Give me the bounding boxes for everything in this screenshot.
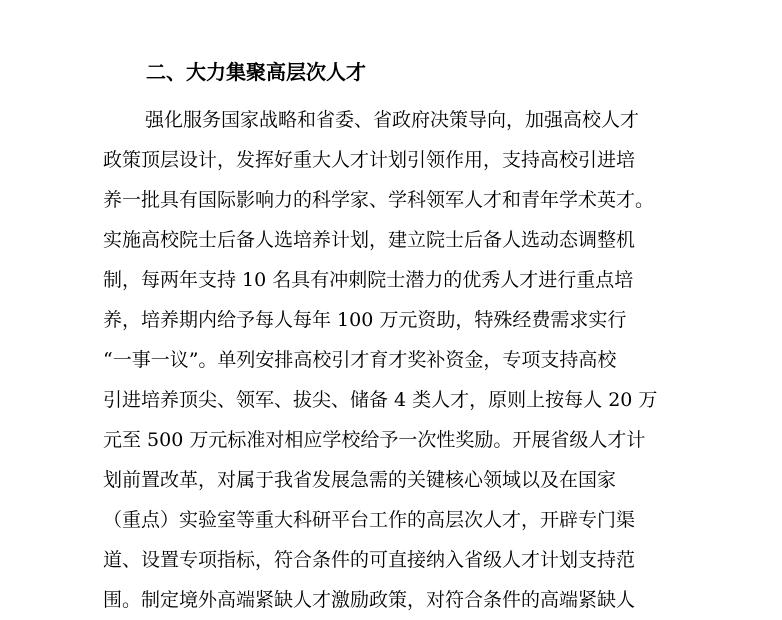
paragraph-line: 养，培养期内给予每人每年 100 万元资助，特殊经费需求实行: [103, 309, 627, 331]
section-heading: 二、大力集聚高层次人才: [146, 60, 366, 84]
paragraph-line: 制，每两年支持 10 名具有冲刺院士潜力的优秀人才进行重点培: [103, 269, 634, 291]
paragraph-line: 引进培养顶尖、领军、拔尖、储备 4 类人才，原则上按每人 20 万: [103, 389, 658, 411]
paragraph-line: （重点）实验室等重大科研平台工作的高层次人才，开辟专门渠: [103, 509, 636, 531]
body-paragraph: [103, 100, 703, 620]
paragraph-line: 政策顶层设计，发挥好重大人才计划引领作用，支持高校引进培: [103, 149, 636, 171]
paragraph-line: 道、设置专项指标，符合条件的可直接纳入省级人才计划支持范: [103, 549, 636, 571]
paragraph-line: 强化服务国家战略和省委、省政府决策导向，加强高校人才: [145, 109, 640, 131]
paragraph-line: 划前置改革，对属于我省发展急需的关键核心领域以及在国家: [103, 469, 617, 491]
paragraph-line: 实施高校院士后备人选培养计划，建立院士后备人选动态调整机: [103, 229, 636, 251]
paragraph-line: 养一批具有国际影响力的科学家、学科领军人才和青年学术英才。: [103, 189, 655, 211]
paragraph-line: “一事一议”。单列安排高校引才育才奖补资金，专项支持高校: [103, 349, 617, 371]
paragraph-line: 元至 500 万元标准对相应学校给予一次性奖励。开展省级人才计: [103, 429, 646, 451]
paragraph-line: 围。制定境外高端紧缺人才激励政策，对符合条件的高端紧缺人: [103, 589, 636, 611]
